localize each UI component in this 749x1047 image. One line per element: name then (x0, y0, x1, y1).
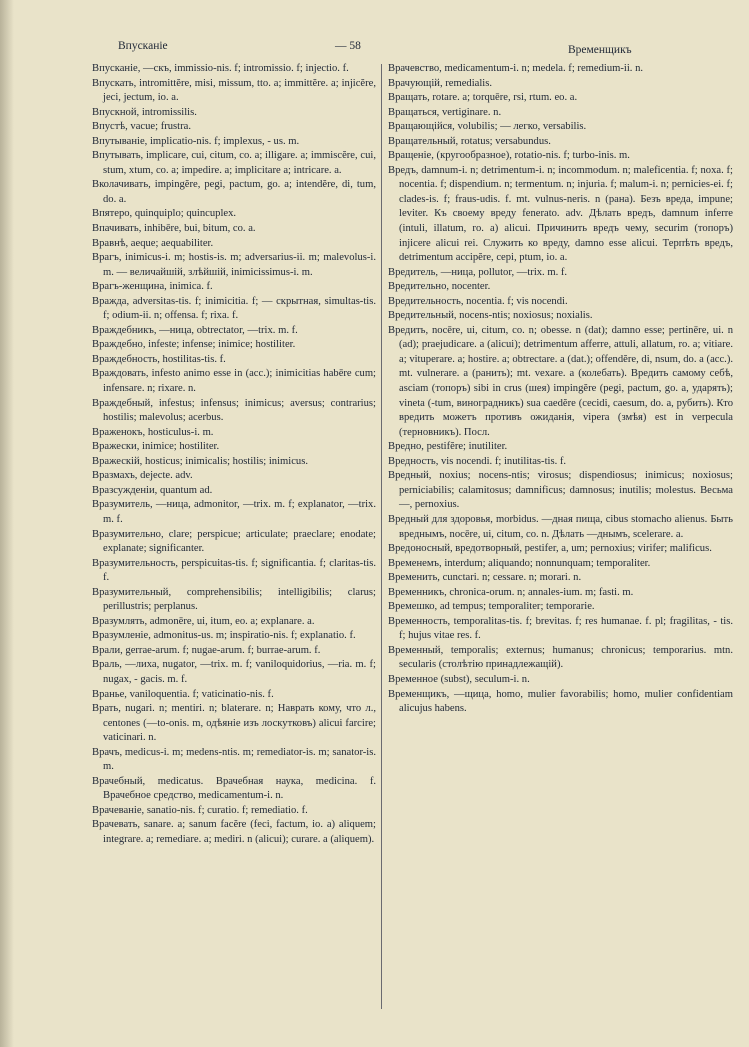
dictionary-entry: Вразумительность, perspicuitas-tis. f; significantia. f; claritas-tis. f. (92, 557, 376, 584)
dictionary-entry: Вращать, rotare. a; torquēre, rsi, rtum. eo. a. (388, 92, 578, 104)
dictionary-entry: Вредоносный, вредотворный, pestifer, a, um; pernoxius; virifer; malificus. (388, 543, 712, 555)
dictionary-entry: Враждебно, infeste; infense; inimice; hostiliter. (92, 339, 296, 351)
dictionary-entry: Вразумительно, clare; perspicue; articulate; praeclare; enodate; explanate; significanter. (92, 528, 376, 555)
dictionary-entry: Вращеніе, (кругообразное), rotatio-nis. f; turbo-inis. m. (388, 150, 630, 162)
dictionary-entry: Впускать, intromittĕre, misi, missum, tto. a; immittĕre. a; injicĕre, jeci, jectum, io. a. (92, 77, 376, 104)
right-column (388, 62, 733, 717)
dictionary-entry: Вредительность, nocentia. f; vis nocendi. (388, 295, 568, 307)
dictionary-entry: Врагъ-женщина, inimica. f. (92, 281, 213, 293)
dictionary-entry: Врачеваніе, sanatio-nis. f; curatio. f; remediatio. f. (92, 804, 308, 816)
dictionary-entry: Вращаться, vertiginare. n. (388, 106, 502, 118)
dictionary-entry: Вразмахъ, dejecte. adv. (92, 470, 193, 482)
dictionary-entry: Вредно, pestifĕre; inutiliter. (388, 441, 508, 453)
dictionary-entry: Вранье, vaniloquentia. f; vaticinatio-nis. f. (92, 688, 274, 700)
dictionary-entry: Враждебникъ, —ница, obtrectator, —trix. m. f. (92, 324, 298, 336)
dictionary-entry: Вредъ, damnum-i. n; detrimentum-i. n; incommodum. n; maleficentia. f; noxa. f; nocentia. f; dispendium. n; termentum. n; injuria. f; malum-i. n; pernicies-ei. f; clades-is. f; fraus-udis. f. mt. vulnus-neris. n (рана). Безъ вреда, impune; leviter. Къ своему вреду fenerato. adv. Дѣлать вредъ, damnum inferre (intuli, illatum, ro. a) alicui. Причинить вредъ чему, securim (топоръ) injicere alicui rei. Служить ко вреду, damno esse alicui. Терпѣть вредъ, detrimentum accipĕre, cepi, ptum, io. a. (388, 164, 733, 264)
dictionary-entry: Временемъ, interdum; aliquando; nonnunquam; temporaliter. (388, 557, 651, 569)
running-head-right: Временщикъ (568, 44, 632, 56)
dictionary-entry: Вредительно, nocenter. (388, 281, 491, 293)
dictionary-entry: Вразумительный, comprehensibilis; intelligibilis; clarus; perillustris; perplanus. (92, 586, 376, 613)
dictionary-entry: Враждебность, hostilitas-tis. f. (92, 353, 226, 365)
dictionary-entry: Вравнѣ, aeque; aequabiliter. (92, 237, 214, 249)
dictionary-entry: Врагъ, inimicus-i. m; hostis-is. m; adversarius-ii. m; malevolus-i. m. — величайшій, злѣйшій, inimicissimus-i. m. (92, 252, 376, 278)
dictionary-entry: Вражда, adversitas-tis. f; inimicitia. f; — скрытная, simultas-tis. f; odium-ii. n; offensa. f; rixa. f. (92, 295, 376, 322)
dictionary-entry: Врать, nugari. n; mentiri. n; blaterare. n; Наврать кому, что л., centones (—to-onis. m, одѣяніе изъ лоскутковъ) alicui farcire; vaticinari. n. (92, 703, 376, 744)
dictionary-entry: Врали, gerrae-arum. f; nugae-arum. f; burrae-arum. f. (92, 644, 321, 656)
page-number: — 58 (335, 40, 361, 52)
left-column (92, 62, 376, 848)
dictionary-entry: Вредность, vis nocendi. f; inutilitas-tis. f. (388, 455, 567, 467)
dictionary-entry: Временить, cunctari. n; cessare. n; morari. n. (388, 572, 582, 584)
dictionary-entry: Впутывать, implicare, cui, citum, co. a; illigare. a; immiscĕre, cui, stum, xtum, co. a; impedire. a; implicitare a; intricare. a. (92, 150, 376, 176)
dictionary-entry: Вразсужденіи, quantum ad. (92, 484, 213, 496)
dictionary-entry: Впустѣ, vacue; frustra. (92, 121, 192, 133)
running-head-left: Впусканіе (118, 40, 168, 52)
dictionary-entry: Впускной, intromissilis. (92, 106, 197, 118)
dictionary-entry: Впусканіе, —скъ, immissio-nis. f; intromissio. f; injectio. f. (92, 63, 349, 74)
dictionary-entry: Враждовать, infesto animo esse in (acc.); inimicitias habēre cum; infensare. n; rixare. n. (92, 368, 376, 395)
page-edge-shadow (0, 0, 14, 1047)
dictionary-entry: Временникъ, chronica-orum. n; annales-ium. m; fasti. m. (388, 586, 634, 598)
dictionary-entry: Врачебный, medicatus. Врачебная наука, medicina. f. Врачебное средство, medicamentum-i. n. (92, 775, 376, 802)
dictionary-entry: Времешко, ad tempus; temporaliter; temporarie. (388, 601, 595, 613)
dictionary-entry: Вредный, noxius; nocens-ntis; virosus; dispendiosus; inimicus; noxiosus; perniciabilis; calamitosus; damnificus; damnosus; inutilis; molestus. Весьма —, pernoxius. (388, 470, 733, 511)
dictionary-entry: Врачующій, remedialis. (388, 77, 493, 89)
dictionary-entry: Вразумлять, admonēre, ui, itum, eo. a; explanare. a. (92, 615, 315, 627)
dictionary-entry: Враль, —лиха, nugator, —trix. m. f; vaniloquidorius, —ria. m. f; nugax, - gacis. m. f. (92, 659, 376, 685)
column-divider (381, 64, 382, 1009)
dictionary-entry: Вращательный, rotatus; versabundus. (388, 135, 551, 147)
dictionary-entry: Временщикъ, —щица, homo, mulier favorabilis; homo, mulier confidentiam alicujus habens. (388, 688, 733, 715)
dictionary-entry: Временный, temporalis; externus; humanus; chronicus; temporarius. mtn. secularis (столѣтію принадлежащій). (388, 644, 733, 671)
dictionary-entry: Вредитель, —ница, pollutor, —trix. m. f. (388, 266, 568, 278)
dictionary-entry: Враждебный, infestus; infensus; inimicus; aversus; contrarius; hostilis; malevolus; acerbus. (92, 397, 376, 424)
dictionary-entry: Временность, temporalitas-tis. f; brevitas. f; res humanae. f. pl; fragilitas, - tis. f; hujus vitae res. f. (388, 615, 733, 642)
dictionary-entry: Вражески, inimice; hostiliter. (92, 441, 220, 453)
dictionary-entry: Вращающійся, volubilis; — легко, versabilis. (388, 121, 587, 133)
dictionary-entry: Вражескій, hosticus; inimicalis; hostilis; inimicus. (92, 455, 308, 467)
dictionary-entry: Впутываніе, implicatio-nis. f; implexus, - us. m. (92, 135, 300, 147)
dictionary-entry: Врачевство, medicamentum-i. n; medela. f; remedium-ii. n. (388, 63, 644, 74)
dictionary-entry: Впятеро, quinquiplo; quincuplex. (92, 208, 237, 220)
dictionary-entry: Врачевать, sanare. a; sanum facĕre (feci, factum, io. a) aliquem; integrare. a; remediare. a; mediri. n (alicui); curare. a (aliquem). (92, 819, 376, 845)
dictionary-entry: Вредный для здоровья, morbidus. —дная пища, cibus stomacho alienus. Быть вреднымъ, nocēre, ui, citum, co. n. Дѣлать —днымъ, scelerare. a. (388, 513, 733, 540)
dictionary-entry: Впачивать, inhibēre, bui, bitum, co. a. (92, 223, 256, 235)
dictionary-entry: Вредить, nocēre, ui, citum, co. n; obesse. n (dat); damno esse; pertinēre, ui. n (ad); praejudicare. a (alicui); detrimentum afferre, attuli, allatum, ro. a; vitiare. a; vituperare. a; hostire. a; obtrectare. a (dat.); offendĕre, di, nsum, do. a (acc.). mt. vulnerare. a (ранить); mt. vexare. a (колебать). Вредить самому себѣ, asciam (топоръ) sibi in crus (шея) impingĕre (pegi, pactum, go. a, ударять); vineta (-tum, виноградникъ) sua caedĕre (cecidi, caesum, do. a, рубить). Кто вредить можетъ противъ ожиданія, vipera (змѣя) est in verpecula (терновникъ). Посл. (388, 324, 733, 438)
dictionary-entry: Врачъ, medicus-i. m; medens-ntis. m; remediator-is. m; sanator-is. m. (92, 746, 376, 773)
dictionary-entry: Вразумленіе, admonitus-us. m; inspiratio-nis. f; explanatio. f. (92, 630, 356, 642)
dictionary-entry: Временное (subst), seculum-i. n. (388, 673, 530, 685)
dictionary-entry: Враженокъ, hosticulus-i. m. (92, 426, 214, 438)
dictionary-entry: Вредительный, nocens-ntis; noxiosus; noxialis. (388, 310, 593, 322)
dictionary-entry: Вразумитель, —ница, admonitor, —trix. m. f; explanator, —trix. m. f. (92, 499, 376, 525)
dictionary-entry: Вколачивать, impingĕre, pegi, pactum, go. a; intendĕre, di, tum, do. a. (92, 179, 376, 205)
